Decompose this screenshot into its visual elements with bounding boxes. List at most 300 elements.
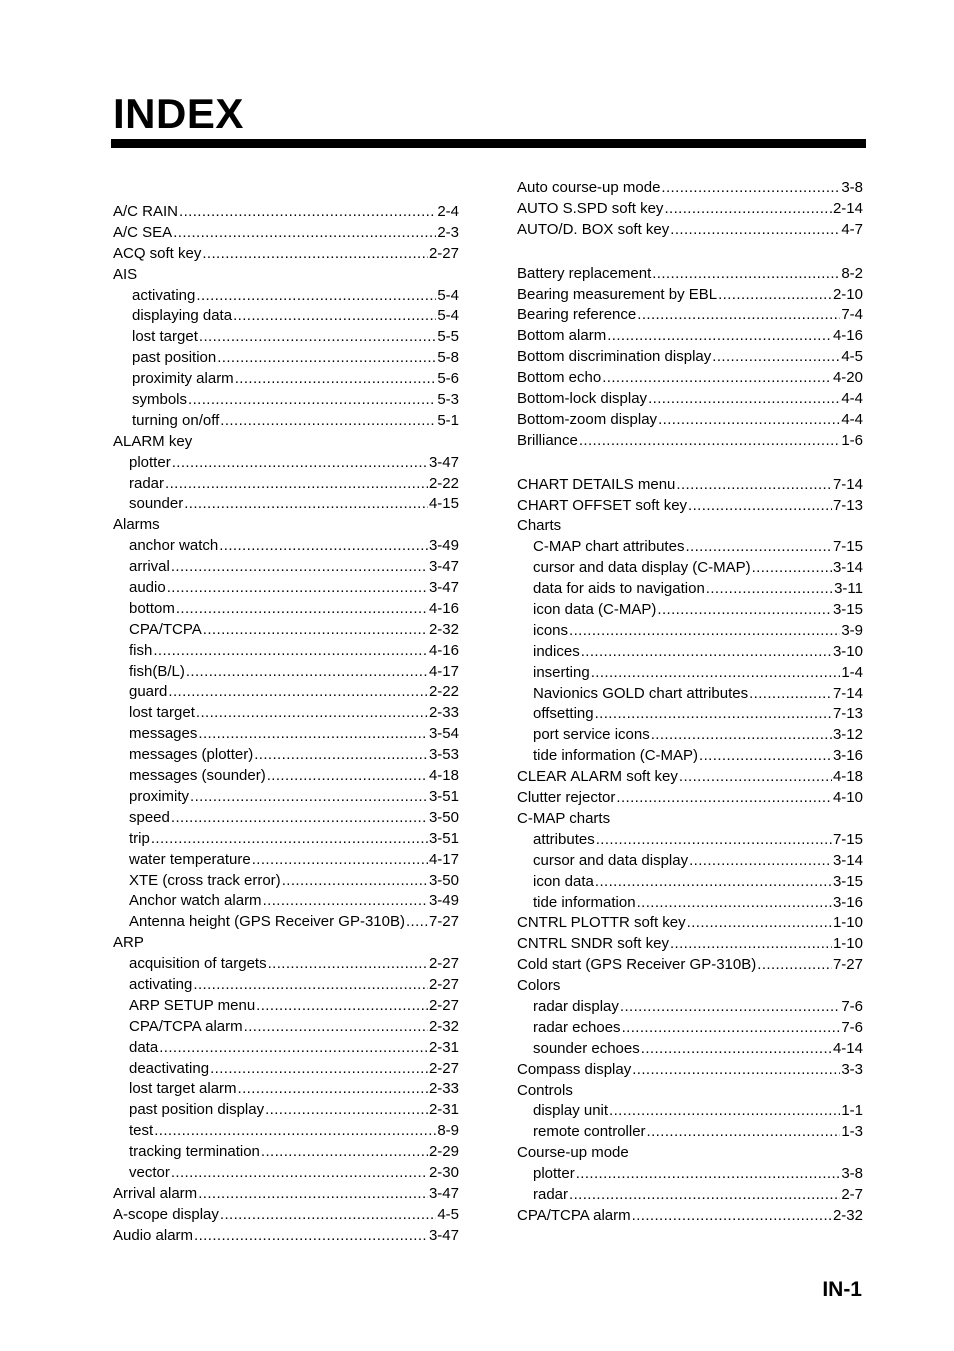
dot-leader	[235, 369, 437, 390]
dot-leader	[267, 766, 428, 787]
entry-page-ref: 3-14	[832, 559, 863, 577]
dot-leader	[685, 537, 832, 558]
entry-label: radar	[129, 474, 165, 492]
dot-leader	[676, 475, 832, 496]
entry-page-ref: 2-3	[437, 223, 459, 241]
index-entry	[517, 704, 863, 725]
entry-label: lost target	[129, 704, 195, 722]
entry-page-ref: 2-32	[428, 1017, 459, 1035]
index-entry	[113, 662, 459, 683]
entry-page-ref: 3-50	[428, 871, 459, 889]
entry-page-ref: 7-4	[841, 306, 863, 324]
index-entry	[113, 202, 459, 223]
entry-label: activating	[129, 975, 193, 993]
dot-leader	[607, 326, 832, 347]
index-column-left	[113, 202, 459, 1247]
index-entry	[113, 223, 459, 244]
entry-label: acquisition of targets	[129, 955, 267, 973]
dot-leader	[637, 893, 832, 914]
entry-page-ref: 3-8	[841, 179, 863, 196]
index-entry	[517, 788, 863, 809]
dot-leader	[712, 347, 840, 368]
dot-leader	[689, 851, 832, 872]
entry-label: speed	[129, 808, 170, 826]
entry-label: C-MAP chart attributes	[533, 538, 685, 556]
entry-label: turning on/off	[132, 411, 220, 429]
index-entry	[113, 1226, 459, 1247]
entry-page-ref: 2-27	[428, 996, 459, 1014]
dot-leader	[202, 244, 428, 265]
index-entry	[517, 1018, 863, 1039]
index-entry	[113, 494, 459, 515]
entry-page-ref: 2-32	[428, 620, 459, 638]
dot-leader	[198, 1184, 428, 1205]
index-entry	[517, 285, 863, 306]
entry-page-ref: 1-6	[841, 431, 863, 449]
index-entry	[113, 1121, 459, 1142]
entry-label: Bottom discrimination display	[517, 348, 712, 366]
index-heading	[517, 976, 863, 997]
entry-page-ref: 4-5	[437, 1205, 459, 1223]
index-heading	[113, 265, 459, 286]
dot-leader	[647, 1122, 841, 1143]
entry-label: CPA/TCPA	[129, 620, 202, 638]
entry-label: offsetting	[533, 705, 594, 723]
entry-page-ref: 3-50	[428, 808, 459, 826]
entry-label: bottom	[129, 599, 175, 617]
dot-leader	[171, 1163, 428, 1184]
dot-leader	[268, 954, 428, 975]
index-entry	[517, 579, 863, 600]
dot-leader	[749, 684, 832, 705]
entry-page-ref: 3-51	[428, 829, 459, 847]
index-entry	[113, 996, 459, 1017]
dot-leader	[256, 996, 428, 1017]
entry-label: AUTO S.SPD soft key	[517, 199, 664, 217]
entry-label: Auto course-up mode	[517, 179, 661, 196]
dot-leader	[254, 745, 428, 766]
index-entry	[113, 1079, 459, 1100]
index-entry	[517, 1185, 863, 1206]
dot-leader	[168, 682, 428, 703]
entry-page-ref: 3-12	[832, 726, 863, 744]
entry-label: port service icons	[533, 726, 650, 744]
entry-label: ALARM key	[113, 432, 193, 450]
entry-page-ref: 4-16	[832, 327, 863, 345]
index-entry	[113, 871, 459, 892]
dot-leader	[186, 662, 428, 683]
index-entry	[113, 808, 459, 829]
entry-label: test	[129, 1122, 154, 1140]
index-entry	[517, 1206, 863, 1227]
dot-leader	[641, 1039, 832, 1060]
entry-label: icon data	[533, 872, 594, 890]
index-entry	[517, 851, 863, 872]
entry-label: CNTRL PLOTTR soft key	[517, 914, 686, 932]
entry-page-ref: 2-27	[428, 244, 459, 262]
index-heading	[113, 432, 459, 453]
dot-leader	[203, 620, 428, 641]
entry-label: A/C SEA	[113, 223, 173, 241]
entry-page-ref: 1-4	[841, 663, 863, 681]
entry-label: Navionics GOLD chart attributes	[533, 684, 749, 702]
entry-label: messages (sounder)	[129, 767, 266, 785]
index-entry	[113, 912, 459, 933]
dot-leader	[188, 390, 436, 411]
index-entry	[113, 1100, 459, 1121]
index-entry	[517, 746, 863, 767]
entry-label: CNTRL SNDR soft key	[517, 935, 669, 953]
entry-label: Bearing measurement by EBL	[517, 285, 718, 303]
entry-page-ref: 5-4	[437, 286, 459, 304]
entry-page-ref: 2-33	[428, 1080, 459, 1098]
entry-page-ref: 3-10	[832, 642, 863, 660]
entry-page-ref: 3-15	[832, 872, 863, 890]
dot-leader	[591, 663, 841, 684]
index-entry	[517, 893, 863, 914]
dot-leader	[670, 934, 832, 955]
entry-page-ref: 8-9	[437, 1122, 459, 1140]
entry-page-ref: 4-17	[428, 662, 459, 680]
entry-page-ref: 4-7	[841, 220, 863, 238]
index-entry	[113, 724, 459, 745]
entry-page-ref: 7-27	[832, 956, 863, 974]
index-entry	[517, 199, 863, 220]
entry-page-ref: 3-54	[428, 725, 459, 743]
entry-page-ref: 3-14	[832, 851, 863, 869]
entry-page-ref: 7-14	[832, 475, 863, 493]
dot-leader	[576, 1164, 841, 1185]
dot-leader	[171, 808, 428, 829]
entry-label: remote controller	[533, 1123, 646, 1141]
entry-page-ref: 2-27	[428, 955, 459, 973]
entry-page-ref: 3-47	[428, 453, 459, 471]
entry-page-ref: 3-11	[834, 580, 863, 598]
index-entry	[113, 599, 459, 620]
dot-leader	[252, 850, 428, 871]
entry-label: tide information (C-MAP)	[533, 747, 699, 765]
index-entry	[113, 1017, 459, 1038]
entry-page-ref: 3-47	[428, 1226, 459, 1244]
dot-leader	[595, 704, 832, 725]
entry-label: cursor and data display	[533, 851, 689, 869]
index-entry	[517, 642, 863, 663]
dot-leader	[652, 264, 840, 285]
dot-leader	[244, 1017, 428, 1038]
index-entry	[113, 787, 459, 808]
entry-page-ref: 3-8	[841, 1165, 863, 1183]
entry-page-ref: 2-14	[832, 199, 863, 217]
entry-label: messages (plotter)	[129, 746, 254, 764]
entry-page-ref: 5-4	[437, 307, 459, 325]
dot-leader	[651, 725, 832, 746]
dot-leader	[233, 306, 436, 327]
index-entry	[517, 220, 863, 241]
entry-label: radar	[533, 1185, 569, 1203]
dot-leader	[154, 1121, 436, 1142]
entry-page-ref: 2-22	[428, 474, 459, 492]
index-entry	[517, 389, 863, 410]
dot-leader	[622, 1018, 841, 1039]
entry-label: AUTO/D. BOX soft key	[517, 220, 670, 238]
entry-label: indices	[533, 642, 580, 660]
entry-page-ref: 4-18	[832, 768, 863, 786]
dot-leader	[569, 1185, 840, 1206]
entry-page-ref: 3-47	[428, 558, 459, 576]
dot-leader	[238, 1079, 428, 1100]
index-entry	[113, 1205, 459, 1226]
entry-page-ref: 1-3	[841, 1123, 863, 1141]
dot-leader	[637, 305, 840, 326]
index-heading	[517, 809, 863, 830]
index-entry	[113, 641, 459, 662]
index-heading	[113, 515, 459, 536]
entry-page-ref: 3-51	[428, 787, 459, 805]
entry-label: fish(B/L)	[129, 662, 185, 680]
index-entry	[113, 975, 459, 996]
entry-label: Arrival alarm	[113, 1184, 198, 1202]
dot-leader	[173, 223, 436, 244]
dot-leader	[220, 411, 436, 432]
index-entry	[517, 1060, 863, 1081]
entry-page-ref: 3-49	[428, 892, 459, 910]
entry-page-ref: 4-10	[832, 789, 863, 807]
index-entry	[517, 1039, 863, 1060]
dot-leader	[263, 891, 428, 912]
index-column-right	[517, 178, 863, 1227]
entry-page-ref: 5-5	[437, 328, 459, 346]
index-entry	[113, 327, 459, 348]
dot-leader	[595, 872, 832, 893]
entry-label: Bottom-lock display	[517, 390, 648, 408]
index-entry	[113, 306, 459, 327]
index-entry	[517, 368, 863, 389]
dot-leader	[688, 496, 832, 517]
index-entry	[113, 745, 459, 766]
dot-leader	[706, 579, 833, 600]
index-entry	[113, 891, 459, 912]
index-entry	[517, 1101, 863, 1122]
dot-leader	[679, 767, 832, 788]
index-entry	[517, 431, 863, 452]
dot-leader	[220, 1205, 436, 1226]
dot-leader	[406, 912, 428, 933]
entry-label: attributes	[533, 830, 595, 848]
entry-label: Controls	[517, 1081, 573, 1099]
dot-leader	[620, 997, 840, 1018]
entry-page-ref: 3-9	[841, 621, 863, 639]
index-entry	[517, 830, 863, 851]
entry-label: lost target alarm	[129, 1080, 237, 1098]
entry-page-ref: 7-14	[832, 684, 863, 702]
entry-page-ref: 3-47	[428, 1184, 459, 1202]
entry-label: Brilliance	[517, 431, 578, 449]
entry-page-ref: 7-6	[841, 997, 863, 1015]
dot-leader	[184, 494, 428, 515]
entry-label: A/C RAIN	[113, 203, 179, 220]
entry-label: radar echoes	[533, 1018, 621, 1036]
entry-page-ref: 2-31	[428, 1101, 459, 1119]
entry-label: Charts	[517, 517, 562, 535]
dot-leader	[609, 1101, 840, 1122]
entry-label: CHART OFFSET soft key	[517, 496, 688, 514]
entry-page-ref: 4-4	[841, 410, 863, 428]
dot-leader	[664, 199, 832, 220]
entry-label: Battery replacement	[517, 264, 652, 282]
index-entry	[517, 913, 863, 934]
dot-leader	[219, 536, 428, 557]
entry-label: trip	[129, 829, 150, 847]
entry-label: Colors	[517, 977, 561, 995]
entry-label: radar display	[533, 997, 619, 1015]
entry-label: fish	[129, 641, 153, 659]
index-entry	[517, 475, 863, 496]
entry-page-ref: 8-2	[841, 264, 863, 282]
entry-page-ref: 2-31	[428, 1038, 459, 1056]
index-entry	[517, 178, 863, 199]
entry-page-ref: 7-13	[832, 496, 863, 514]
index-entry	[113, 703, 459, 724]
entry-page-ref: 2-4	[437, 203, 459, 220]
entry-page-ref: 7-27	[428, 913, 459, 931]
entry-label: CHART DETAILS menu	[517, 475, 676, 493]
entry-page-ref: 2-27	[428, 975, 459, 993]
dot-leader	[596, 830, 832, 851]
dot-leader	[602, 368, 832, 389]
dot-leader	[265, 1100, 428, 1121]
entry-label: Compass display	[517, 1060, 632, 1078]
index-entry	[113, 829, 459, 850]
index-entry	[113, 390, 459, 411]
index-entry	[517, 496, 863, 517]
index-entry	[113, 1163, 459, 1184]
entry-page-ref: 4-18	[428, 767, 459, 785]
entry-label: deactivating	[129, 1059, 210, 1077]
entry-page-ref: 4-20	[832, 369, 863, 387]
index-entry	[113, 557, 459, 578]
entry-page-ref: 2-30	[428, 1163, 459, 1181]
entry-page-ref: 3-53	[428, 746, 459, 764]
entry-label: Bottom-zoom display	[517, 410, 658, 428]
entry-page-ref: 5-6	[437, 370, 459, 388]
title-rule	[111, 139, 866, 148]
entry-label: A-scope display	[113, 1205, 219, 1223]
entry-label: past position display	[129, 1101, 265, 1119]
entry-page-ref: 3-49	[428, 537, 459, 555]
dot-leader	[167, 578, 428, 599]
dot-leader	[632, 1206, 832, 1227]
index-heading	[113, 933, 459, 954]
entry-page-ref: 4-14	[832, 1039, 863, 1057]
entry-label: Anchor watch alarm	[129, 892, 262, 910]
index-entry	[113, 954, 459, 975]
entry-label: messages	[129, 725, 198, 743]
index-entry	[113, 578, 459, 599]
entry-page-ref: 2-27	[428, 1059, 459, 1077]
entry-page-ref: 4-4	[841, 390, 863, 408]
entry-label: plotter	[129, 453, 171, 471]
index-entry	[517, 264, 863, 285]
entry-page-ref: 2-32	[832, 1206, 863, 1224]
entry-label: C-MAP charts	[517, 809, 611, 827]
entry-page-ref: 5-1	[437, 411, 459, 429]
dot-leader	[648, 389, 840, 410]
entry-label: AIS	[113, 265, 138, 283]
entry-page-ref: 4-16	[428, 641, 459, 659]
dot-leader	[171, 557, 428, 578]
entry-label: audio	[129, 579, 166, 597]
entry-label: CLEAR ALARM soft key	[517, 768, 678, 786]
index-entry	[517, 663, 863, 684]
index-heading	[517, 1143, 863, 1164]
entry-label: Bottom echo	[517, 369, 602, 387]
dot-leader	[658, 410, 840, 431]
index-entry	[113, 1184, 459, 1205]
index-entry	[113, 348, 459, 369]
entry-label: ARP	[113, 934, 144, 952]
dot-leader	[165, 474, 428, 495]
index-heading	[517, 516, 863, 537]
section-gap	[517, 241, 863, 264]
index-entry	[113, 1059, 459, 1080]
index-entry	[113, 244, 459, 265]
index-entry	[113, 369, 459, 390]
index-entry	[517, 955, 863, 976]
index-entry	[517, 558, 863, 579]
entry-label: inserting	[533, 663, 590, 681]
dot-leader	[196, 286, 436, 307]
entry-page-ref: 3-47	[428, 579, 459, 597]
entry-label: data	[129, 1038, 159, 1056]
entry-label: Alarms	[113, 516, 160, 534]
dot-leader	[757, 955, 832, 976]
dot-leader	[632, 1060, 840, 1081]
index-entry	[517, 767, 863, 788]
section-gap	[517, 452, 863, 475]
dot-leader	[657, 600, 832, 621]
index-entry	[517, 600, 863, 621]
dot-leader	[217, 348, 436, 369]
dot-leader	[196, 703, 428, 724]
index-entry	[517, 934, 863, 955]
index-entry	[517, 326, 863, 347]
index-entry	[113, 682, 459, 703]
dot-leader	[718, 285, 832, 306]
entry-page-ref: 1-10	[832, 914, 863, 932]
entry-label: ARP SETUP menu	[129, 996, 256, 1014]
index-entry	[517, 305, 863, 326]
entry-page-ref: 4-16	[428, 599, 459, 617]
index-entry	[113, 1142, 459, 1163]
page-title: INDEX	[113, 90, 244, 137]
page-number: IN-1	[822, 1278, 862, 1301]
entry-label: icons	[533, 621, 569, 639]
entry-label: activating	[132, 286, 196, 304]
index-entry	[517, 725, 863, 746]
dot-leader	[194, 1226, 428, 1247]
entry-label: CPA/TCPA alarm	[517, 1206, 631, 1224]
entry-label: guard	[129, 683, 168, 701]
dot-leader	[198, 724, 428, 745]
entry-page-ref: 5-3	[437, 391, 459, 409]
entry-page-ref: 3-15	[832, 601, 863, 619]
dot-leader	[190, 787, 428, 808]
entry-label: lost target	[132, 328, 198, 346]
entry-label: arrival	[129, 558, 170, 576]
dot-leader	[153, 641, 428, 662]
dot-leader	[199, 327, 436, 348]
entry-label: XTE (cross track error)	[129, 871, 281, 889]
